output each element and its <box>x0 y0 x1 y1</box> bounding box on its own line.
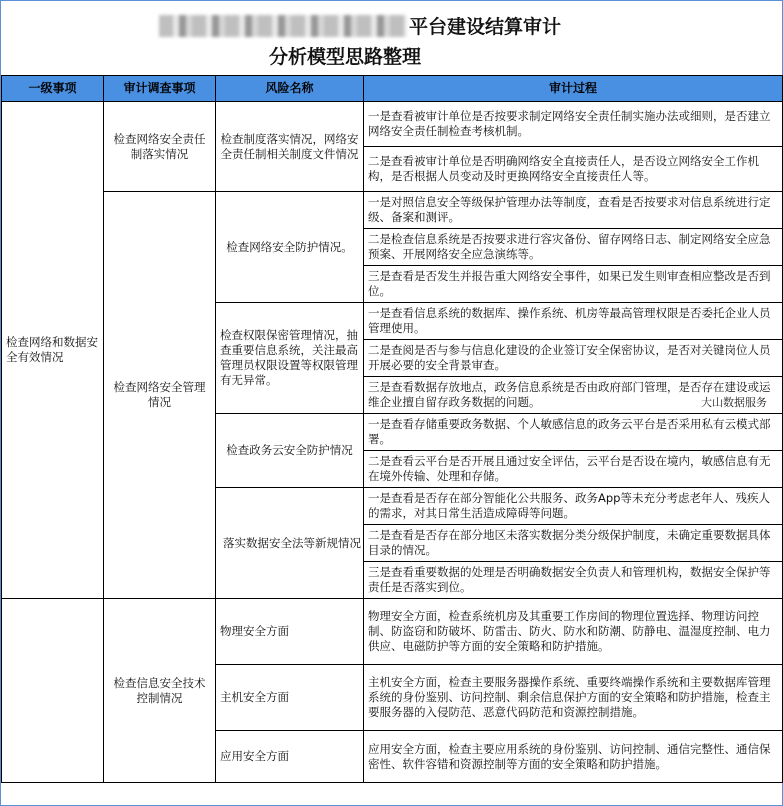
item-cell: 检查信息安全技术控制情况 <box>104 599 216 783</box>
risk-cell: 应用安全方面 <box>216 731 364 783</box>
title-block <box>1 1 782 75</box>
risk-cell: 物理安全方面 <box>216 599 364 665</box>
watermark-text: 大山数据服务 <box>701 396 767 409</box>
title-line-1: 平台建设结算审计 <box>409 16 562 38</box>
header-level1: 一级事项 <box>2 76 104 102</box>
process-cell: 三是查看重要数据的处理是否明确数据安全负责人和管理机构，数据安全保护等责任是否落实到位。 <box>364 562 783 599</box>
level1-cell: 检查网络和数据安全有效情况 <box>2 102 104 599</box>
header-risk: 风险名称 <box>216 76 364 102</box>
audit-table <box>1 75 783 783</box>
table-row <box>2 599 783 665</box>
process-cell: 三是查看数据存放地点，政务信息系统是否由政府部门管理，是否存在建设或运维企业擅自留存政务数据的问题。 <box>364 377 783 414</box>
process-cell: 物理安全方面，检查系统机房及其重要工作房间的物理位置选择、物理访问控制、防盗窃和防破坏、防雷击、防火、防水和防潮、防静电、温湿度控制、电力供应、电磁防护等方面的安全策略和防护措施。 <box>364 599 783 665</box>
process-cell: 二是查阅是否与参与信息化建设的企业签订安全保密协议，是否对关键岗位人员开展必要的安全背景审查。 <box>364 340 783 377</box>
process-cell: 一是对照信息安全等级保护管理办法等制度，查看是否按要求对信息系统进行定级、备案和测评。 <box>364 192 783 229</box>
process-cell: 二是查看云平台是否开展且通过安全评估，云平台是否设在境内，敏感信息有无在境外传输、处理和存储。 <box>364 451 783 488</box>
process-cell: 三是查看是否发生并报告重大网络安全事件，如果已发生则审查相应整改是否到位。 <box>364 266 783 303</box>
process-cell: 一是查看存储重要政务数据、个人敏感信息的政务云平台是否采用私有云模式部署。 <box>364 414 783 451</box>
process-cell: 应用安全方面，检查主要应用系统的身份鉴别、访问控制、通信完整性、通信保密性、软件容错和资源控制等方面的安全策略和防护措施。 <box>364 731 783 783</box>
process-cell: 一是查看信息系统的数据库、操作系统、机房等最高管理权限是否委托企业人员管理使用。 <box>364 303 783 340</box>
header-row <box>2 76 783 102</box>
item-cell: 检查网络安全责任制落实情况 <box>104 102 216 192</box>
table-row <box>2 102 783 147</box>
redacted-title-prefix <box>159 15 407 37</box>
header-process: 审计过程 <box>364 76 783 102</box>
process-cell: 一是查看是否存在部分智能化公共服务、政务App等未充分考虑老年人、残疾人的需求，对其日常生活造成障碍等问题。 <box>364 488 783 525</box>
table-row <box>2 192 783 229</box>
header-item: 审计调查事项 <box>104 76 216 102</box>
process-cell: 二是查看是否存在部分地区未落实数据分类分级保护制度，未确定重要数据具体目录的情况。 <box>364 525 783 562</box>
risk-cell: 检查政务云安全防护情况 <box>216 414 364 488</box>
item-cell: 检查网络安全管理情况 <box>104 192 216 599</box>
process-cell: 主机安全方面，检查主要服务器操作系统、重要终端操作系统和主要数据库管理系统的身份鉴别、访问控制、剩余信息保护方面的安全策略和防护措施，检查主要服务器的入侵防范、恶意代码防范和资源控制措施。 <box>364 665 783 731</box>
level1-cell-empty <box>2 599 104 783</box>
title-line-2: 分析模型思路整理 <box>269 46 422 68</box>
process-cell: 一是查看被审计单位是否按要求制定网络安全责任制实施办法或细则，是否建立网络安全责任制检查考核机制。 <box>364 102 783 147</box>
risk-cell: 检查权限保密管理情况，抽查重要信息系统，关注最高管理员权限设置等权限管理有无异常。 <box>216 303 364 414</box>
process-cell: 二是查看被审计单位是否明确网络安全直接责任人，是否设立网络安全工作机构，是否根据人员变动及时更换网络安全直接责任人等。 <box>364 147 783 192</box>
risk-cell: 主机安全方面 <box>216 665 364 731</box>
risk-cell: 检查网络安全防护情况。 <box>216 192 364 303</box>
process-cell: 二是检查信息系统是否按要求进行容灾备份、留存网络日志、制定网络安全应急预案、开展网络安全应急演练等。 <box>364 229 783 266</box>
risk-cell: 落实数据安全法等新规情况 <box>216 488 364 599</box>
risk-cell: 检查制度落实情况，网络安全责任制相关制度文件情况 <box>216 102 364 192</box>
